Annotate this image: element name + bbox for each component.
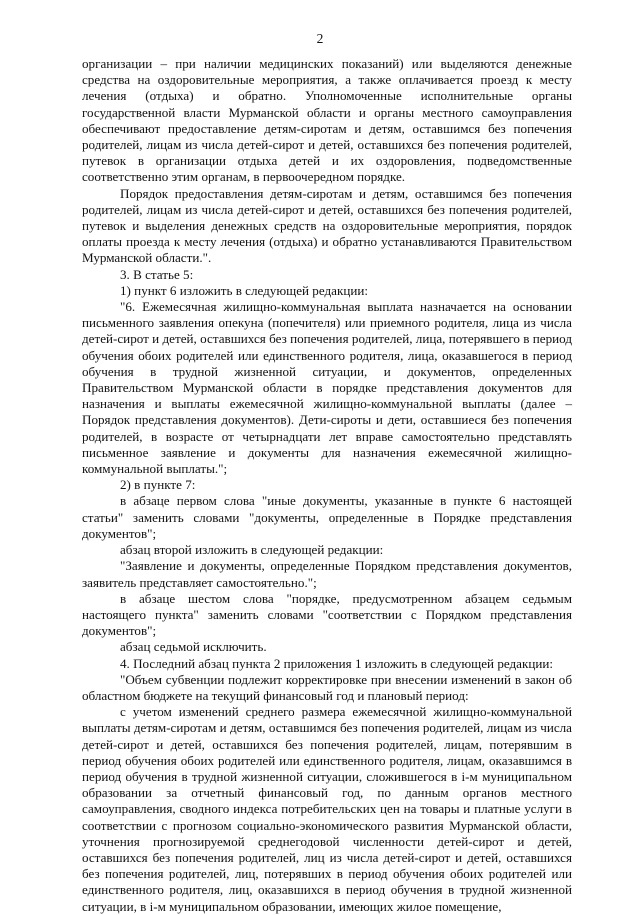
paragraph-item-1: 1) пункт 6 изложить в следующей редакции: [120, 282, 368, 298]
document-body [82, 56, 572, 915]
paragraph-seventh-abzac: абзац седьмой исключить. [120, 639, 267, 655]
page-number: 2 [316, 31, 324, 46]
paragraph-procedure: Порядок предоставления детям-сиротам и детям, оставшимся без попечения родителей, лицам из числа детей-сирот и детей, оставшихся без попечения родителей, путевок и выделения денежных средств на оздоровительные мероприятия, порядок оплаты проезда к месту лечения (отдыха) и обратно устанавливаются Правительством Мурманской области.". [82, 185, 572, 266]
paragraph-sixth-abzac: в абзаце шестом слова "порядке, предусмотренном абзацем седьмым настоящего пункта" заменить словами "соответствии с Порядком представления документов"; [82, 590, 572, 639]
paragraph-item-6-text: "6. Ежемесячная жилищно-коммунальная выплата назначается на основании письменного заявления опекуна (попечителя) или приемного родителя, лица из числа детей-сирот и детей, оставшихся без попечения родителей, лица, потерявшего в период обучения обоих родителей или единственного родителя, лица, оказавшегося в период обучения в трудной жизненной ситуации, и документов, определенных Правительством Мурманской области в порядке представления документов для назначения и выплаты ежемесячной жилищно-коммунальной выплаты (далее – Порядок представления документов). Дети-сироты и дети, оставшиеся без попечения родителей, в возрасте от четырнадцати лет вправе самостоятельно представлять письменное заявление и документы для назначения ежемесячной жилищно-коммунальной выплаты."; [82, 299, 572, 477]
paragraph-article-5-heading: 3. В статье 5: [120, 266, 194, 282]
paragraph-subvention-details: с учетом изменений среднего размера ежемесячной жилищно-коммунальной выплаты детям-сиротам и детям, оставшимся без попечения родителей, лицам из числа детей-сирот и детей, оставшихся без попечения родителей, лицам, потерявшим в период обучения обоих родителей или единственного родителя, лицам, оказавшимся в период обучения в трудной жизненной ситуации, сложившегося в i-м муниципальном образовании за отчетный финансовый год, по данным органов местного самоуправления, сводного индекса потребительских цен на товары и платные услуги в соответствии с прогнозом социально-экономического развития Мурманской области, уточнения прогнозируемой среднегодовой численности детей-сирот и детей, оставшихся без попечения родителей, лиц из числа детей-сирот и детей, оставшихся без попечения родителей, лиц, потерявших в период обучения обоих родителей или единственного родителя, лиц, оказавшихся в период обучения в трудной жизненной ситуации, в i-м муниципальном образовании, имеющих жилое помещение, [82, 704, 572, 914]
paragraph-subvention: "Объем субвенции подлежит корректировке при внесении изменений в закон об областном бюджете на текущий финансовый год и плановый период: [82, 671, 572, 703]
paragraph-second-abzac: абзац второй изложить в следующей редакции: [120, 542, 384, 558]
paragraph-appendix-1: 4. Последний абзац пункта 2 приложения 1 изложить в следующей редакции: [120, 655, 554, 671]
paragraph-second-abzac-text: "Заявление и документы, определенные Порядком представления документов, заявитель представляет самостоятельно."; [82, 558, 572, 590]
paragraph-item-2: 2) в пункте 7: [120, 477, 196, 493]
paragraph-continuation: организации – при наличии медицинских показаний) или выделяются денежные средства на оздоровительные мероприятия, а также оплачивается проезд к месту лечения (отдыха) и обратно. Уполномоченные исполнительные органы государственной власти Мурманской области и органы местного самоуправления обеспечивают предоставление детям-сиротам и детям, оставшимся без попечения родителей, лицам из числа детей-сирот и детей, оставшихся без попечения родителей, путевок в организации отдыха детей и их оздоровления, подведомственные соответственно этим органам, в первоочередном порядке. [82, 56, 572, 185]
paragraph-first-abzac: в абзаце первом слова "иные документы, указанные в пункте 6 настоящей статьи" заменить словами "документы, определенные в Порядке представления документов"; [82, 493, 572, 541]
